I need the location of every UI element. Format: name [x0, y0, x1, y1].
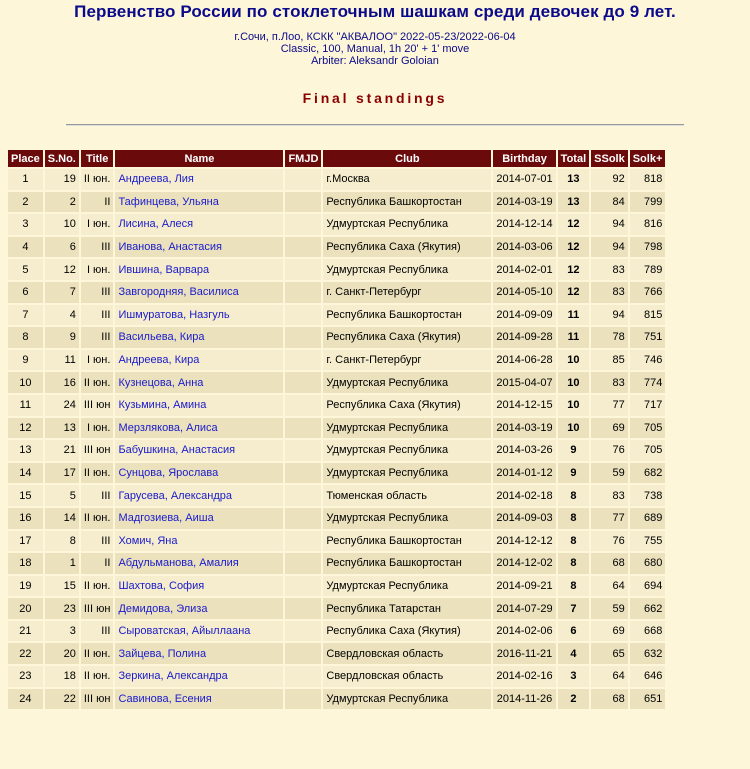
- total-cell: 8: [558, 531, 589, 552]
- solk-cell: 662: [630, 598, 666, 619]
- solk-cell: 668: [630, 621, 666, 642]
- total-cell: 10: [558, 418, 589, 439]
- club-cell: Республика Башкортостан: [323, 553, 491, 574]
- solk-cell: 680: [630, 553, 666, 574]
- table-row: [8, 169, 665, 190]
- player-name-link[interactable]: Зеркина, Александра: [115, 666, 283, 687]
- place-cell: 18: [8, 553, 43, 574]
- solk-cell: 689: [630, 508, 666, 529]
- title-cell: II юн.: [81, 372, 114, 393]
- title-cell: III юн: [81, 440, 114, 461]
- ssolk-cell: 83: [591, 485, 628, 506]
- place-cell: 12: [8, 418, 43, 439]
- ssolk-cell: 94: [591, 305, 628, 326]
- sno-cell: 23: [45, 598, 79, 619]
- sno-cell: 15: [45, 576, 79, 597]
- place-cell: 11: [8, 395, 43, 416]
- sno-cell: 18: [45, 666, 79, 687]
- fmjd-cell: [285, 508, 321, 529]
- ssolk-cell: 77: [591, 508, 628, 529]
- total-cell: 12: [558, 237, 589, 258]
- birthday-cell: 2014-03-19: [493, 418, 555, 439]
- player-name-link[interactable]: Кузнецова, Анна: [115, 372, 283, 393]
- sno-cell: 24: [45, 395, 79, 416]
- fmjd-cell: [285, 598, 321, 619]
- place-cell: 24: [8, 689, 43, 710]
- place-cell: 23: [8, 666, 43, 687]
- ssolk-cell: 65: [591, 643, 628, 664]
- title-cell: III: [81, 621, 114, 642]
- solk-cell: 717: [630, 395, 666, 416]
- fmjd-cell: [285, 553, 321, 574]
- player-name-link[interactable]: Хомич, Яна: [115, 531, 283, 552]
- table-row: [8, 282, 665, 303]
- player-name-link[interactable]: Зайцева, Полина: [115, 643, 283, 664]
- sno-cell: 16: [45, 372, 79, 393]
- total-cell: 11: [558, 327, 589, 348]
- fmjd-cell: [285, 169, 321, 190]
- total-cell: 10: [558, 372, 589, 393]
- solk-cell: 751: [630, 327, 666, 348]
- club-cell: Удмуртская Республика: [323, 214, 491, 235]
- table-row: [8, 440, 665, 461]
- player-name-link[interactable]: Демидова, Элиза: [115, 598, 283, 619]
- solk-cell: 798: [630, 237, 666, 258]
- total-cell: 9: [558, 463, 589, 484]
- player-name-link[interactable]: Лисина, Алеся: [115, 214, 283, 235]
- fmjd-cell: [285, 666, 321, 687]
- club-cell: Республика Татарстан: [323, 598, 491, 619]
- fmjd-cell: [285, 259, 321, 280]
- birthday-cell: 2015-04-07: [493, 372, 555, 393]
- table-row: [8, 214, 665, 235]
- birthday-cell: 2014-07-01: [493, 169, 555, 190]
- club-cell: Республика Саха (Якутия): [323, 237, 491, 258]
- title-cell: II юн.: [81, 169, 114, 190]
- title-cell: III: [81, 531, 114, 552]
- club-cell: Тюменская область: [323, 485, 491, 506]
- title-cell: II: [81, 192, 114, 213]
- title-cell: II юн.: [81, 576, 114, 597]
- birthday-cell: 2014-09-28: [493, 327, 555, 348]
- sno-cell: 12: [45, 259, 79, 280]
- total-cell: 13: [558, 169, 589, 190]
- ssolk-cell: 68: [591, 689, 628, 710]
- solk-cell: 818: [630, 169, 666, 190]
- birthday-cell: 2014-12-14: [493, 214, 555, 235]
- total-cell: 10: [558, 395, 589, 416]
- page-title: Первенство России по стоклеточным шашкам среди девочек до 9 лет.: [74, 2, 676, 21]
- title-cell: II: [81, 553, 114, 574]
- birthday-cell: 2014-05-10: [493, 282, 555, 303]
- club-cell: Удмуртская Республика: [323, 508, 491, 529]
- solk-cell: 755: [630, 531, 666, 552]
- player-name-link[interactable]: Тафинцева, Ульяна: [115, 192, 283, 213]
- ssolk-cell: 84: [591, 192, 628, 213]
- birthday-cell: 2014-01-12: [493, 463, 555, 484]
- birthday-cell: 2014-09-03: [493, 508, 555, 529]
- col-header-sno: S.No.: [45, 150, 79, 167]
- solk-cell: 705: [630, 418, 666, 439]
- ssolk-cell: 64: [591, 576, 628, 597]
- club-cell: Удмуртская Республика: [323, 372, 491, 393]
- total-cell: 8: [558, 553, 589, 574]
- birthday-cell: 2014-06-28: [493, 350, 555, 371]
- player-name-link[interactable]: Савинова, Есения: [115, 689, 283, 710]
- table-row: [8, 372, 665, 393]
- birthday-cell: 2014-03-26: [493, 440, 555, 461]
- ssolk-cell: 77: [591, 395, 628, 416]
- sno-cell: 1: [45, 553, 79, 574]
- player-name-link[interactable]: Мерзлякова, Алиса: [115, 418, 283, 439]
- col-header-fmjd: FMJD: [285, 150, 321, 167]
- club-cell: Удмуртская Республика: [323, 463, 491, 484]
- ssolk-cell: 68: [591, 553, 628, 574]
- place-cell: 13: [8, 440, 43, 461]
- total-cell: 12: [558, 259, 589, 280]
- club-cell: Республика Башкортостан: [323, 531, 491, 552]
- total-cell: 10: [558, 350, 589, 371]
- player-name-link[interactable]: Андреева, Лия: [115, 169, 283, 190]
- title-cell: II юн.: [81, 666, 114, 687]
- total-cell: 8: [558, 508, 589, 529]
- title-cell: III: [81, 485, 114, 506]
- title-cell: III юн: [81, 689, 114, 710]
- solk-cell: 632: [630, 643, 666, 664]
- table-row: [8, 463, 665, 484]
- fmjd-cell: [285, 350, 321, 371]
- title-cell: II юн.: [81, 463, 114, 484]
- title-cell: I юн.: [81, 350, 114, 371]
- table-row: [8, 689, 665, 710]
- total-cell: 2: [558, 689, 589, 710]
- birthday-cell: 2016-11-21: [493, 643, 555, 664]
- birthday-cell: 2014-02-01: [493, 259, 555, 280]
- sno-cell: 7: [45, 282, 79, 303]
- fmjd-cell: [285, 372, 321, 393]
- player-name-link[interactable]: Васильева, Кира: [115, 327, 283, 348]
- standings-table: [6, 148, 667, 711]
- solk-cell: 816: [630, 214, 666, 235]
- player-name-link[interactable]: Абдульманова, Амалия: [115, 553, 283, 574]
- title-cell: II юн.: [81, 643, 114, 664]
- fmjd-cell: [285, 463, 321, 484]
- place-cell: 17: [8, 531, 43, 552]
- table-row: [8, 666, 665, 687]
- table-row: [8, 192, 665, 213]
- table-row: [8, 553, 665, 574]
- total-cell: 8: [558, 485, 589, 506]
- col-header-club: Club: [323, 150, 491, 167]
- player-name-link[interactable]: Мадгозиева, Аиша: [115, 508, 283, 529]
- col-header-place: Place: [8, 150, 43, 167]
- solk-cell: 789: [630, 259, 666, 280]
- sno-cell: 22: [45, 689, 79, 710]
- solk-cell: 746: [630, 350, 666, 371]
- club-cell: Республика Башкортостан: [323, 305, 491, 326]
- club-cell: Свердловская область: [323, 643, 491, 664]
- place-cell: 10: [8, 372, 43, 393]
- place-cell: 16: [8, 508, 43, 529]
- ssolk-cell: 78: [591, 327, 628, 348]
- fmjd-cell: [285, 395, 321, 416]
- title-cell: II юн.: [81, 508, 114, 529]
- title-cell: III: [81, 237, 114, 258]
- fmjd-cell: [285, 440, 321, 461]
- fmjd-cell: [285, 689, 321, 710]
- total-cell: 12: [558, 214, 589, 235]
- table-row: [8, 598, 665, 619]
- ssolk-cell: 94: [591, 214, 628, 235]
- birthday-cell: 2014-03-06: [493, 237, 555, 258]
- player-name-link[interactable]: Ишмуратова, Назгуль: [115, 305, 283, 326]
- fmjd-cell: [285, 192, 321, 213]
- club-cell: Свердловская область: [323, 666, 491, 687]
- col-header-birthday: Birthday: [493, 150, 555, 167]
- title-cell: III юн: [81, 598, 114, 619]
- table-row: [8, 350, 665, 371]
- ssolk-cell: 64: [591, 666, 628, 687]
- title-cell: III юн: [81, 395, 114, 416]
- club-cell: Республика Башкортостан: [323, 192, 491, 213]
- table-row: [8, 643, 665, 664]
- table-row: [8, 395, 665, 416]
- place-cell: 21: [8, 621, 43, 642]
- location-line: г.Сочи, п.Лоо, КСКК "АКВАЛОО" 2022-05-23/2022-06-04: [234, 31, 516, 43]
- solk-cell: 799: [630, 192, 666, 213]
- club-cell: г. Санкт-Петербург: [323, 350, 491, 371]
- solk-cell: 815: [630, 305, 666, 326]
- place-cell: 5: [8, 259, 43, 280]
- club-cell: Удмуртская Республика: [323, 576, 491, 597]
- solk-cell: 738: [630, 485, 666, 506]
- club-cell: Удмуртская Республика: [323, 440, 491, 461]
- place-cell: 20: [8, 598, 43, 619]
- title-cell: III: [81, 282, 114, 303]
- club-cell: Республика Саха (Якутия): [323, 621, 491, 642]
- fmjd-cell: [285, 237, 321, 258]
- total-cell: 6: [558, 621, 589, 642]
- sno-cell: 11: [45, 350, 79, 371]
- solk-cell: 766: [630, 282, 666, 303]
- ssolk-cell: 69: [591, 418, 628, 439]
- place-cell: 9: [8, 350, 43, 371]
- fmjd-cell: [285, 214, 321, 235]
- table-row: [8, 576, 665, 597]
- sno-cell: 2: [45, 192, 79, 213]
- fmjd-cell: [285, 576, 321, 597]
- col-header-ssolk: SSolk: [591, 150, 628, 167]
- fmjd-cell: [285, 643, 321, 664]
- player-name-link[interactable]: Сунцова, Ярослава: [115, 463, 283, 484]
- birthday-cell: 2014-12-15: [493, 395, 555, 416]
- place-cell: 1: [8, 169, 43, 190]
- table-row: [8, 327, 665, 348]
- place-cell: 2: [8, 192, 43, 213]
- fmjd-cell: [285, 621, 321, 642]
- sno-cell: 13: [45, 418, 79, 439]
- club-cell: Удмуртская Республика: [323, 259, 491, 280]
- ssolk-cell: 83: [591, 259, 628, 280]
- birthday-cell: 2014-12-12: [493, 531, 555, 552]
- club-cell: Республика Саха (Якутия): [323, 327, 491, 348]
- player-name-link[interactable]: Кузьмина, Амина: [115, 395, 283, 416]
- fmjd-cell: [285, 418, 321, 439]
- fmjd-cell: [285, 305, 321, 326]
- table-row: [8, 237, 665, 258]
- header-row: [8, 150, 665, 167]
- solk-cell: 682: [630, 463, 666, 484]
- table-row: [8, 305, 665, 326]
- table-row: [8, 259, 665, 280]
- sno-cell: 14: [45, 508, 79, 529]
- place-cell: 22: [8, 643, 43, 664]
- place-cell: 6: [8, 282, 43, 303]
- player-name-link[interactable]: Завгородняя, Василиса: [115, 282, 283, 303]
- table-row: [8, 508, 665, 529]
- place-cell: 19: [8, 576, 43, 597]
- player-name-link[interactable]: Андреева, Кира: [115, 350, 283, 371]
- solk-cell: 705: [630, 440, 666, 461]
- fmjd-cell: [285, 531, 321, 552]
- place-cell: 15: [8, 485, 43, 506]
- sno-cell: 3: [45, 621, 79, 642]
- place-cell: 4: [8, 237, 43, 258]
- total-cell: 3: [558, 666, 589, 687]
- birthday-cell: 2014-11-26: [493, 689, 555, 710]
- col-header-total: Total: [558, 150, 589, 167]
- birthday-cell: 2014-09-21: [493, 576, 555, 597]
- sno-cell: 8: [45, 531, 79, 552]
- total-cell: 8: [558, 576, 589, 597]
- sno-cell: 20: [45, 643, 79, 664]
- place-cell: 7: [8, 305, 43, 326]
- club-cell: г. Санкт-Петербург: [323, 282, 491, 303]
- club-cell: г.Москва: [323, 169, 491, 190]
- ssolk-cell: 59: [591, 463, 628, 484]
- ssolk-cell: 94: [591, 237, 628, 258]
- solk-cell: 651: [630, 689, 666, 710]
- player-name-link[interactable]: Иванова, Анастасия: [115, 237, 283, 258]
- place-cell: 3: [8, 214, 43, 235]
- sno-cell: 9: [45, 327, 79, 348]
- ssolk-cell: 83: [591, 282, 628, 303]
- ssolk-cell: 85: [591, 350, 628, 371]
- place-cell: 8: [8, 327, 43, 348]
- section-title: Final standings: [302, 90, 448, 106]
- birthday-cell: 2014-03-19: [493, 192, 555, 213]
- birthday-cell: 2014-07-29: [493, 598, 555, 619]
- solk-cell: 774: [630, 372, 666, 393]
- solk-cell: 646: [630, 666, 666, 687]
- club-cell: Удмуртская Республика: [323, 418, 491, 439]
- col-header-title: Title: [81, 150, 114, 167]
- sno-cell: 10: [45, 214, 79, 235]
- table-row: [8, 418, 665, 439]
- total-cell: 7: [558, 598, 589, 619]
- club-cell: Удмуртская Республика: [323, 689, 491, 710]
- sno-cell: 21: [45, 440, 79, 461]
- tournament-info: [0, 31, 750, 67]
- total-cell: 12: [558, 282, 589, 303]
- player-name-link[interactable]: Сыроватская, Айыллаана: [115, 621, 283, 642]
- title-cell: I юн.: [81, 259, 114, 280]
- birthday-cell: 2014-02-06: [493, 621, 555, 642]
- ssolk-cell: 59: [591, 598, 628, 619]
- sno-cell: 17: [45, 463, 79, 484]
- total-cell: 13: [558, 192, 589, 213]
- fmjd-cell: [285, 327, 321, 348]
- club-cell: Республика Саха (Якутия): [323, 395, 491, 416]
- table-row: [8, 621, 665, 642]
- birthday-cell: 2014-02-18: [493, 485, 555, 506]
- total-cell: 9: [558, 440, 589, 461]
- sno-cell: 4: [45, 305, 79, 326]
- title-cell: I юн.: [81, 418, 114, 439]
- solk-cell: 694: [630, 576, 666, 597]
- place-cell: 14: [8, 463, 43, 484]
- sno-cell: 19: [45, 169, 79, 190]
- total-cell: 11: [558, 305, 589, 326]
- format-line: Classic, 100, Manual, 1h 20' + 1' move: [280, 43, 470, 55]
- title-cell: III: [81, 305, 114, 326]
- player-name-link[interactable]: Гарусева, Александра: [115, 485, 283, 506]
- table-row: [8, 531, 665, 552]
- sno-cell: 5: [45, 485, 79, 506]
- title-cell: I юн.: [81, 214, 114, 235]
- table-row: [8, 485, 665, 506]
- ssolk-cell: 76: [591, 440, 628, 461]
- player-name-link[interactable]: Бабушкина, Анастасия: [115, 440, 283, 461]
- fmjd-cell: [285, 282, 321, 303]
- ssolk-cell: 69: [591, 621, 628, 642]
- col-header-name: Name: [115, 150, 283, 167]
- player-name-link[interactable]: Шахтова, София: [115, 576, 283, 597]
- ssolk-cell: 76: [591, 531, 628, 552]
- title-cell: III: [81, 327, 114, 348]
- birthday-cell: 2014-02-16: [493, 666, 555, 687]
- sno-cell: 6: [45, 237, 79, 258]
- divider: [66, 124, 684, 126]
- col-header-solk: Solk+: [630, 150, 666, 167]
- birthday-cell: 2014-12-02: [493, 553, 555, 574]
- ssolk-cell: 83: [591, 372, 628, 393]
- player-name-link[interactable]: Ившина, Варвара: [115, 259, 283, 280]
- birthday-cell: 2014-09-09: [493, 305, 555, 326]
- fmjd-cell: [285, 485, 321, 506]
- arbiter-line: Arbiter: Aleksandr Goloian: [311, 55, 439, 67]
- total-cell: 4: [558, 643, 589, 664]
- ssolk-cell: 92: [591, 169, 628, 190]
